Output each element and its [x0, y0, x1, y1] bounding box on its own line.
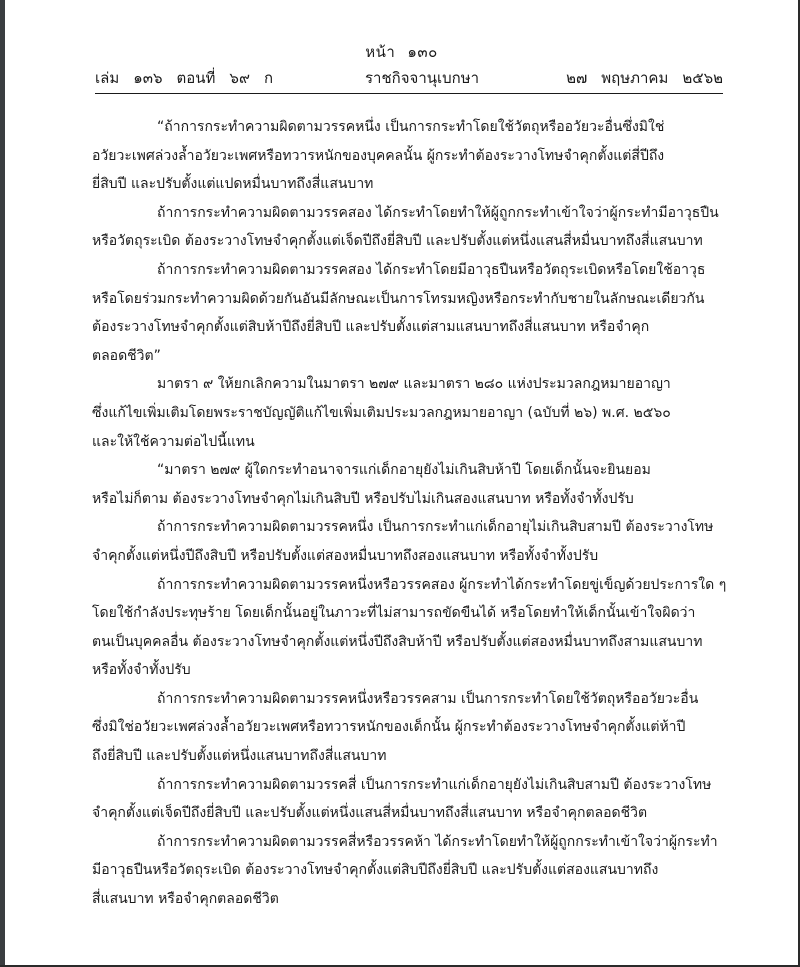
document-page [5, 0, 798, 965]
text-line: ถ้าการกระทำความผิดตามวรรคสอง ได้กระทำโดยมีอาวุธปืนหรือวัตถุระเบิดหรือโดยใช้อาวุธ [157, 261, 706, 278]
header-divider [95, 93, 723, 94]
volume-label: เล่ม [95, 69, 120, 87]
document-body [92, 113, 732, 914]
text-line: ยี่สิบปี และปรับตั้งแต่แปดหมื่นบาทถึงสี่แสนบาท [92, 176, 374, 193]
text-line: หรือวัตถุระเบิด ต้องระวางโทษจำคุกตั้งแต่เจ็ดปีถึงยี่สิบปี และปรับตั้งแต่หนึ่งแสนสี่หมื่นบาทถึงสี่แสนบาท [92, 233, 703, 250]
text-line: ถ้าการกระทำความผิดตามวรรคหนึ่งหรือวรรคสาม เป็นการกระทำโดยใช้วัตถุหรืออวัยวะอื่น [157, 690, 699, 707]
gazette-header [95, 66, 723, 88]
page-number [5, 40, 798, 64]
page-label: หน้า [365, 43, 396, 61]
publication-date [552, 66, 723, 90]
date-year: ๒๕๖๒ [682, 69, 723, 87]
text-line: อวัยวะเพศล่วงล้ำอวัยวะเพศหรือทวารหนักของบุคคลนั้น ผู้กระทำต้องระวางโทษจำคุกตั้งแต่สี่ปีถึง [92, 147, 665, 164]
text-line: ถ้าการกระทำความผิดตามวรรคสี่หรือวรรคห้า ได้กระทำโดยทำให้ผู้ถูกกระทำเข้าใจว่าผู้กระทำ [157, 833, 718, 850]
issue-info [95, 66, 287, 90]
text-line: จำคุกตั้งแต่เจ็ดปีถึงยี่สิบปี และปรับตั้งแต่หนึ่งแสนสี่หมื่นบาทถึงสี่แสนบาท หรือจำคุกตลอดชีวิต [92, 805, 648, 822]
text-line: ถึงยี่สิบปี และปรับตั้งแต่หนึ่งแสนบาทถึงสี่แสนบาท [92, 748, 387, 765]
text-line: “ถ้าการกระทำความผิดตามวรรคหนึ่ง เป็นการกระทำโดยใช้วัตถุหรืออวัยวะอื่นซึ่งมิใช่ [157, 119, 665, 135]
text-line: และให้ใช้ความต่อไปนี้แทน [92, 433, 255, 450]
text-line: หรือไม่ก็ตาม ต้องระวางโทษจำคุกไม่เกินสิบปี หรือปรับไม่เกินสองแสนบาท หรือทั้งจำทั้งปรับ [92, 490, 634, 507]
text-line: หรือโดยร่วมกระทำความผิดด้วยกันอันมีลักษณะเป็นการโทรมหญิงหรือกระทำกับชายในลักษณะเดียวกัน [92, 290, 705, 307]
text-line: ถ้าการกระทำความผิดตามวรรคสี่ เป็นการกระทำแก่เด็กอายุยังไม่เกินสิบสามปี ต้องระวางโทษ [157, 776, 712, 793]
text-line: จำคุกตั้งแต่หนึ่งปีถึงสิบปี หรือปรับตั้งแต่สองหมื่นบาทถึงสองแสนบาท หรือทั้งจำทั้งปรับ [92, 547, 599, 564]
text-line: ถ้าการกระทำความผิดตามวรรคหนึ่งหรือวรรคสอง ผู้กระทำได้กระทำโดยขู่เข็ญด้วยประการใด ๆ [157, 576, 727, 593]
date-day: ๒๗ [566, 69, 588, 87]
text-line: มีอาวุธปืนหรือวัตถุระเบิด ต้องระวางโทษจำคุกตั้งแต่สิบปีถึงยี่สิบปี และปรับตั้งแต่สองแสนบาทถึง [92, 862, 659, 879]
text-line: ซึ่งแก้ไขเพิ่มเติมโดยพระราชบัญญัติแก้ไขเพิ่มเติมประมวลกฎหมายอาญา (ฉบับที่ ๒๖) พ.ศ. ๒๕๖๐ [92, 404, 671, 421]
text-line: ตนเป็นบุคคลอื่น ต้องระวางโทษจำคุกตั้งแต่หนึ่งปีถึงสิบห้าปี หรือปรับตั้งแต่สองหมื่นบาทถึงสามแสนบาท [92, 633, 703, 650]
text-line: ถ้าการกระทำความผิดตามวรรคหนึ่ง เป็นการกระทำแก่เด็กอายุไม่เกินสิบสามปี ต้องระวางโทษ [157, 519, 714, 536]
issue-number: ๖๙ [229, 69, 250, 87]
date-month: พฤษภาคม [601, 69, 669, 87]
page-number-value: ๑๓๐ [407, 43, 438, 61]
text-line: “มาตรา ๒๗๙ ผู้ใดกระทำอนาจารแก่เด็กอายุยังไม่เกินสิบห้าปี โดยเด็กนั้นจะยินยอม [157, 462, 651, 479]
text-line: โดยใช้กำลังประทุษร้าย โดยเด็กนั้นอยู่ในภาวะที่ไม่สามารถขัดขืนได้ หรือโดยทำให้เด็กนั้นเข้าใจผิดว่า [92, 605, 696, 622]
text-line: ตลอดชีวิต” [92, 347, 161, 364]
issue-label: ตอนที่ [176, 69, 216, 87]
text-line: มาตรา ๙ ให้ยกเลิกความในมาตรา ๒๗๙ และมาตรา ๒๘๐ แห่งประมวลกฎหมายอาญา [157, 376, 671, 393]
issue-section: ก [263, 69, 274, 87]
publication-title: ราชกิจจานุเบกษา [365, 69, 480, 87]
volume-number: ๑๓๖ [133, 69, 163, 87]
text-line: สี่แสนบาท หรือจำคุกตลอดชีวิต [92, 891, 279, 908]
text-line: ซึ่งมิใช่อวัยวะเพศล่วงล้ำอวัยวะเพศหรือทวารหนักของเด็กนั้น ผู้กระทำต้องระวางโทษจำคุกตั้งแต่ห้าปี [92, 719, 686, 736]
text-line: ต้องระวางโทษจำคุกตั้งแต่สิบห้าปีถึงยี่สิบปี และปรับตั้งแต่สามแสนบาทถึงสี่แสนบาท หรือจำคุก [92, 319, 650, 336]
text-line: ถ้าการกระทำความผิดตามวรรคสอง ได้กระทำโดยทำให้ผู้ถูกกระทำเข้าใจว่าผู้กระทำมีอาวุธปืน [157, 204, 719, 221]
text-line: หรือทั้งจำทั้งปรับ [92, 662, 191, 679]
